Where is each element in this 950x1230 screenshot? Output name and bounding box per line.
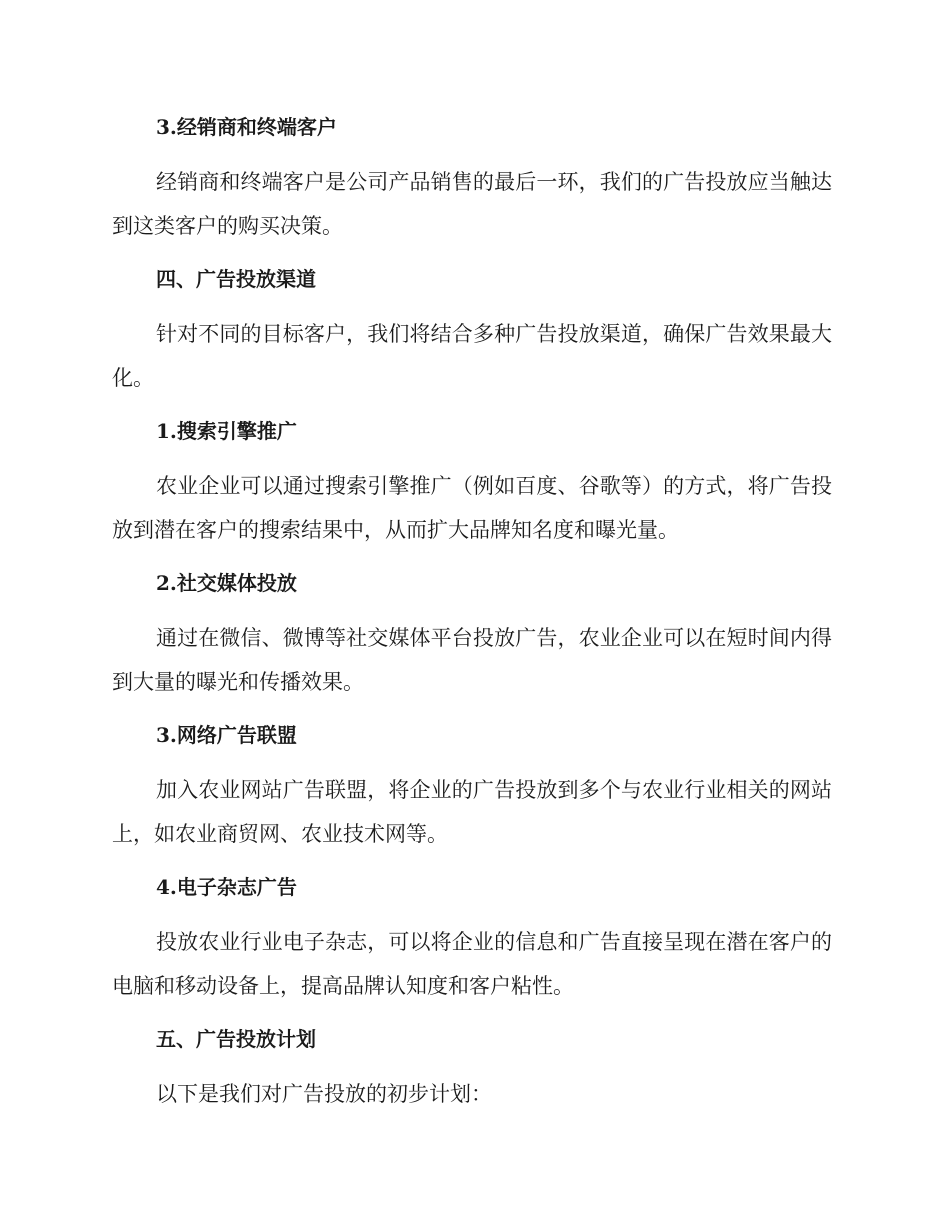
paragraph-emagazine: 投放农业行业电子杂志，可以将企业的信息和广告直接呈现在潜在客户的电脑和移动设备上，提高品牌认知度和客户粘性。 bbox=[112, 930, 832, 998]
paragraph-network: 加入农业网站广告联盟，将企业的广告投放到多个与农业行业相关的网站上，如农业商贸网、农业技术网等。 bbox=[112, 778, 832, 846]
paragraph-distributors: 经销商和终端客户是公司产品销售的最后一环，我们的广告投放应当触达到这类客户的购买决策。 bbox=[112, 170, 832, 238]
paragraph-social: 通过在微信、微博等社交媒体平台投放广告，农业企业可以在短时间内得到大量的曝光和传播效果。 bbox=[112, 626, 832, 694]
chapter-heading-channels: 四、广告投放渠道 bbox=[156, 267, 316, 291]
paragraph-search: 农业企业可以通过搜索引擎推广（例如百度、谷歌等）的方式，将广告投放到潜在客户的搜索结果中，从而扩大品牌知名度和曝光量。 bbox=[112, 474, 832, 542]
section-heading-distributors: 3.经销商和终端客户 bbox=[156, 115, 337, 139]
section-heading-emagazine: 4.电子杂志广告 bbox=[156, 875, 297, 899]
paragraph-plan: 以下是我们对广告投放的初步计划： bbox=[156, 1082, 492, 1106]
paragraph-channels: 针对不同的目标客户，我们将结合多种广告投放渠道，确保广告效果最大化。 bbox=[112, 322, 832, 390]
section-heading-search: 1.搜索引擎推广 bbox=[156, 419, 297, 443]
section-heading-social: 2.社交媒体投放 bbox=[156, 571, 297, 595]
section-heading-network: 3.网络广告联盟 bbox=[156, 723, 297, 747]
chapter-heading-plan: 五、广告投放计划 bbox=[156, 1027, 316, 1051]
